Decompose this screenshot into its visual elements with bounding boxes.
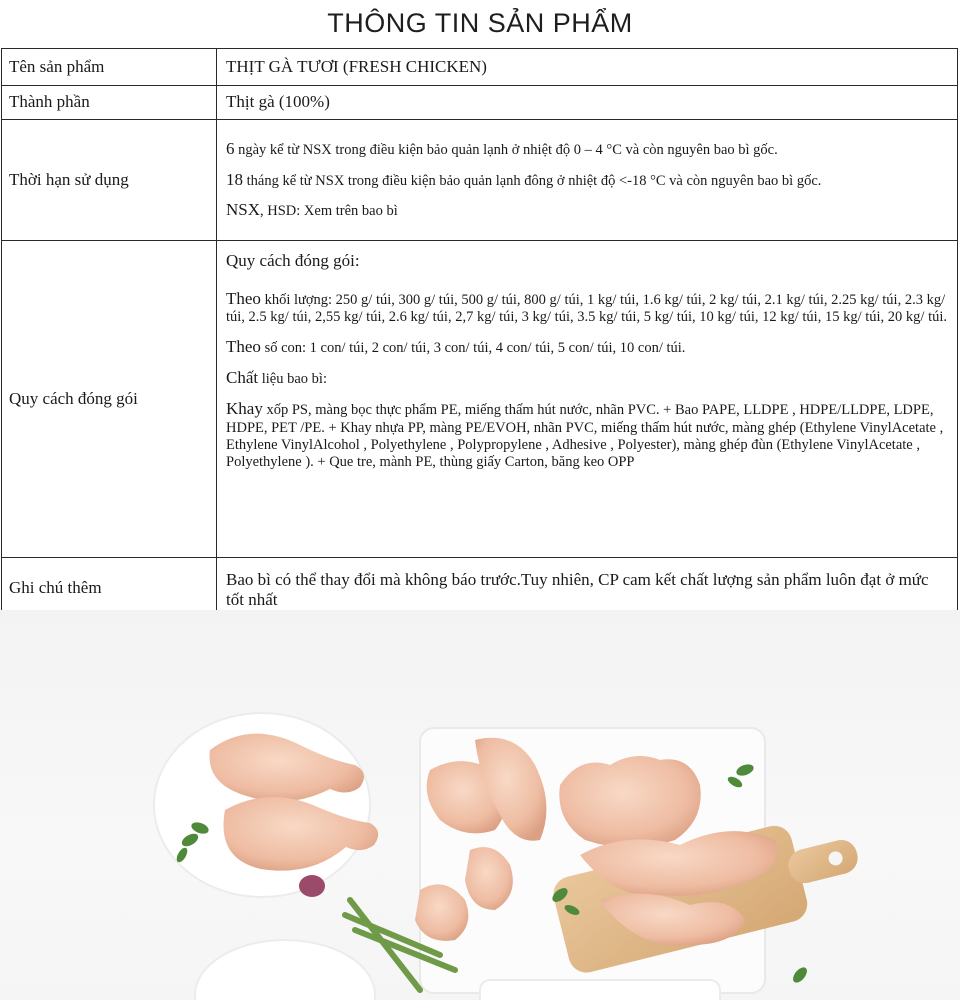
row-packaging [2,241,958,558]
value-ingredients: Thịt gà (100%) [217,86,958,120]
shelf-life-dates: NSX, HSD: Xem trên bao bì [226,200,398,220]
product-info-table [1,48,958,619]
chicken-photo-illustration [0,610,960,1000]
label-notes: Ghi chú thêm [2,558,217,619]
label-product-name: Tên sản phẩm [2,49,217,86]
shelf-life-frozen: 18 tháng kể từ NSX trong điều kiện bảo quản lạnh đông ở nhiệt độ <-18 °C và còn nguyên bao bì gốc. [226,169,822,189]
packaging-by-count: Theo số con: 1 con/ túi, 2 con/ túi, 3 con/ túi, 4 con/ túi, 5 con/ túi, 10 con/ túi. [226,337,686,357]
packaging-heading: Quy cách đóng gói: [226,251,360,270]
label-ingredients: Thành phần [2,86,217,120]
row-product-name [2,49,958,86]
value-shelf-life [217,120,958,241]
raw-chicken-cuts-photo [0,610,960,1000]
row-ingredients [2,86,958,120]
value-packaging [217,241,958,558]
row-shelf-life [2,120,958,241]
value-product-name: THỊT GÀ TƯƠI (FRESH CHICKEN) [217,49,958,86]
value-notes: Bao bì có thể thay đổi mà không báo trước.Tuy nhiên, CP cam kết chất lượng sản phẩm luôn đạt ở mức tốt nhất [217,558,958,619]
page-title: THÔNG TIN SẢN PHẨM [327,8,633,38]
packaging-material-heading: Chất liệu bao bì: [226,368,327,388]
label-shelf-life: Thời hạn sử dụng [2,120,217,241]
packaging-material-detail: Khay xốp PS, màng bọc thực phẩm PE, miếng thấm hút nước, nhãn PVC. + Bao PAPE, LLDPE , HDPE/LLDPE, LDPE, HDPE, PET /PE. + Khay nhựa PP, màng PE/EVOH, nhãn PVC, miếng thấm hút nước, màng ghép (Ethylene VinylAcetate , Ethylene VinylAlcohol , Polyethylene , Polypropylene , Adhesive , Polyester), màng ghép đùn (Ethylene VinylAcetate , Polyethylene ). + Que tre, mành PE, thùng giấy Carton, băng keo OPP [226,399,944,470]
label-packaging: Quy cách đóng gói [2,241,217,558]
shelf-life-chilled: 6 ngày kể từ NSX trong điều kiện bảo quản lạnh ở nhiệt độ 0 – 4 °C và còn nguyên bao bì gốc. [226,139,778,159]
packaging-by-weight: Theo khối lượng: 250 g/ túi, 300 g/ túi, 500 g/ túi, 800 g/ túi, 1 kg/ túi, 1.6 kg/ túi, 2 kg/ túi, 2.1 kg/ túi, 2.25 kg/ túi, 2.3 kg/ túi, 2.5 kg/ túi, 2,55 kg/ túi, 2.6 kg/ túi, 2,7 kg/ túi, 3 kg/ túi, 3.5 kg/ túi, 5 kg/ túi, 10 kg/ túi, 12 kg/ túi, 15 kg/ túi, 20 kg/ túi. [226,289,947,326]
